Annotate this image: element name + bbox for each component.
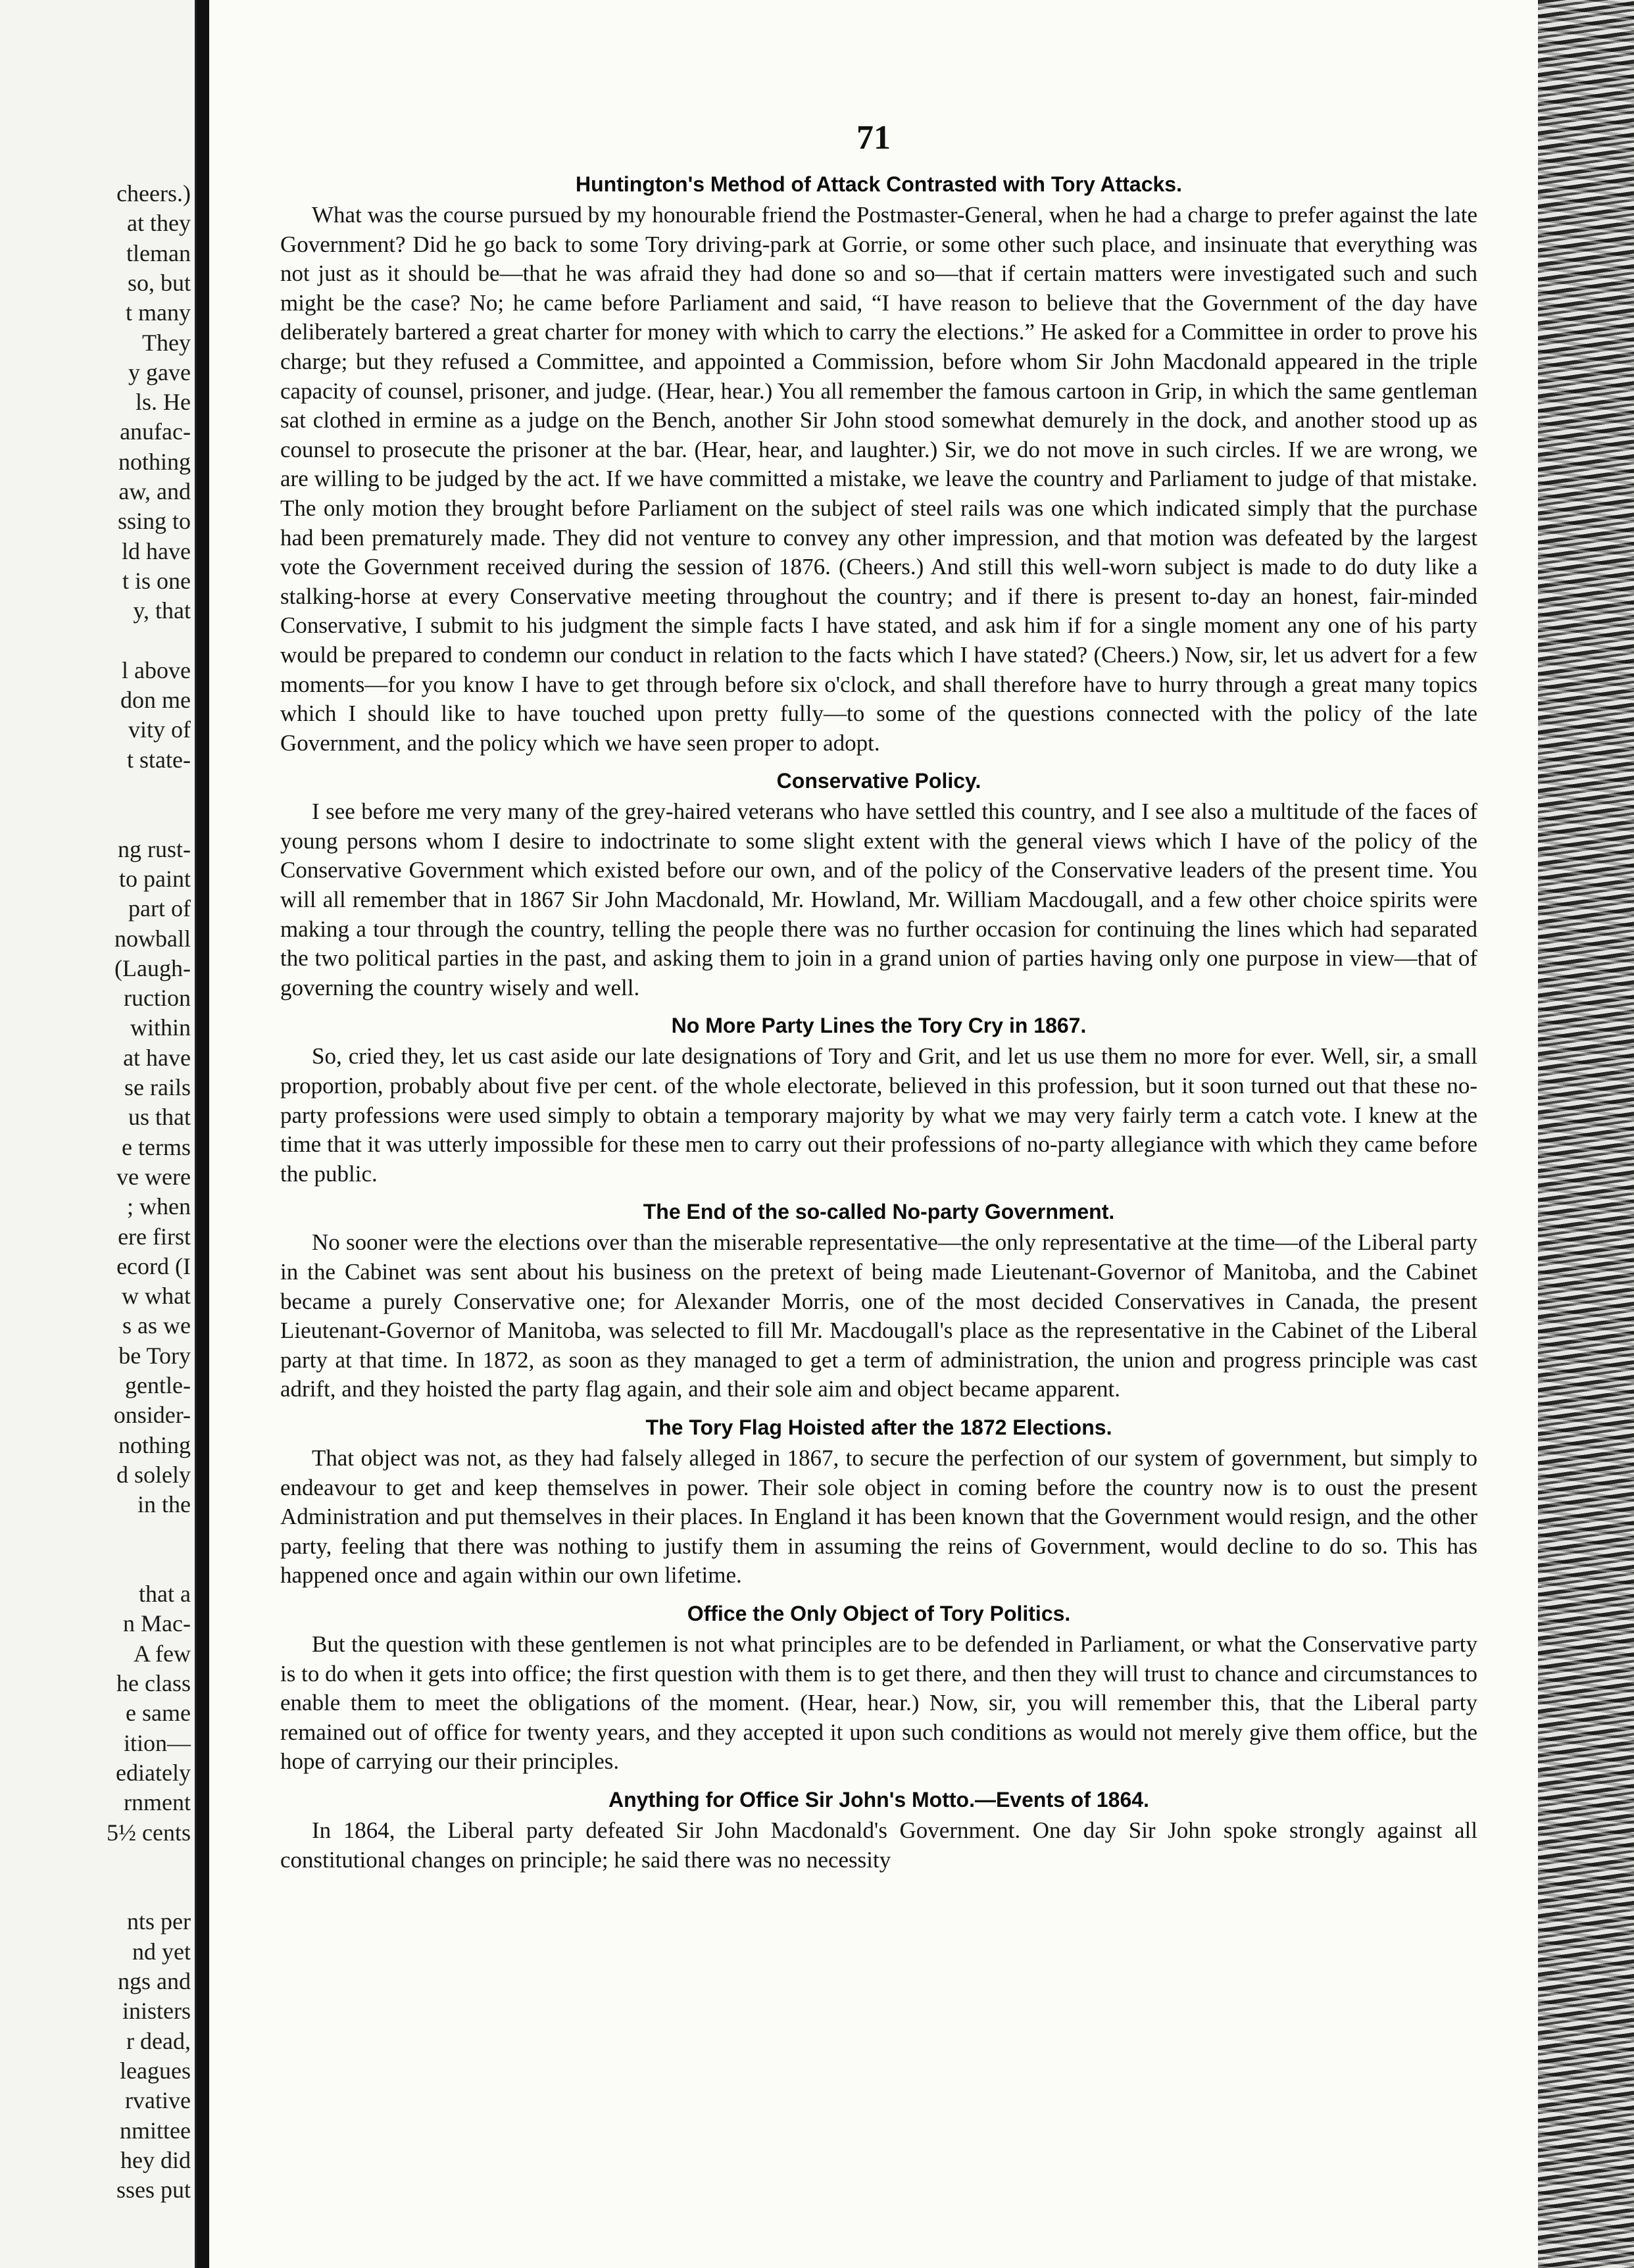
facing-page-line-fragment: nmittee (120, 2117, 191, 2144)
facing-page-line-fragment: vity of (128, 716, 191, 743)
facing-page-line-fragment: ; when (127, 1193, 191, 1220)
facing-page-line-fragment: nothing (118, 1431, 191, 1458)
facing-page-line-fragment: he class (116, 1670, 191, 1696)
facing-page-line-fragment: ng rust- (118, 835, 191, 862)
section-heading: No More Party Lines the Tory Cry in 1867. (671, 1014, 1087, 1038)
facing-page-line-fragment: ediately (116, 1759, 191, 1786)
facing-page-line-fragment: at have (123, 1044, 191, 1071)
facing-page-line-fragment: 5½ cents (107, 1819, 191, 1846)
facing-page-line-fragment: ition— (123, 1729, 191, 1756)
section-heading: Office the Only Object of Tory Politics. (687, 1601, 1071, 1625)
facing-page-line-fragment: anufac- (120, 418, 191, 445)
facing-page-fragment (0, 0, 197, 2268)
facing-page-line-fragment: us that (128, 1104, 191, 1131)
body-paragraph: That object was not, as they had falsely alleged in 1867, to secure the perfection of our system of government, but simply to endeavour to get and keep themselves in power. Their sole object in coming before the country now is to oust the present Administration and put themselves in their places. In England it has been known that the Government would resign, and the other party, feeling that there was nothing to justify them in assuming the reins of Government, would decline to do so. This has happened once and again within our own lifetime. (280, 1444, 1477, 1589)
facing-page-line-fragment: d solely (116, 1461, 191, 1488)
facing-page-line-fragment: ls. He (136, 389, 191, 416)
body-paragraph: So, cried they, let us cast aside our late designations of Tory and Grit, and let us use them no more for ever. Well, sir, a small proportion, probably about five per cent. of the whole electorate, believed in this profession, but it soon turned out that these no-party professions were used simply to obtain a temporary majority by what we may very fairly term a catch vote. I knew at the time that it was utterly impossible for these men to carry out their professions of no-party allegiance with which they came before the public. (280, 1043, 1477, 1187)
facing-page-line-fragment: leagues (120, 2057, 191, 2084)
facing-page-line-fragment: that a (139, 1581, 191, 1608)
body-paragraph: What was the course pursued by my honourable friend the Postmaster-General, when he had a charge to prefer against the late Government? Did he go back to some Tory driving-park at Gorrie, or some other such place, and insinuate that everything was not just as it should be—that he was afraid they had done so and so—that if certain matters were investigated such and such might be the case? No; he came before Parliament and said, “I have reason to believe that the Government of the day have deliberately bartered a great charter for money with which to carry the elections.” He asked for a Committee in order to prove his charge; but they refused a Committee, and appointed a Commission, before whom Sir John Macdonald appeared in the triple capacity of counsel, prisoner, and judge. (Hear, hear.) You all remember the famous cartoon in Grip, in which the same gentleman sat clothed in ermine as a judge on the Bench, another Sir John stood somewhat demurely in the dock, and another stood up as counsel to prosecute the prisoner at the bar. (Hear, hear, and laughter.) Sir, we do not move in such circles. If we are wrong, we are willing to be judged by the act. If we have committed a mistake, we leave the country and Parliament to judge of that mistake. The only motion they brought before Parliament on the subject of steel rails was one which indicated simply that the purchase had been prematurely made. They did not venture to convey any other impression, and that motion was defeated by the largest vote the Government received during the session of 1876. (Cheers.) And still this well-worn subject is made to do duty like a stalking-horse at every Conservative meeting throughout the country; and if there is present to-day an honest, fair-minded Conservative, I submit to his judgment the simple facts I have stated, and ask him if for a single moment any one of his party would be prepared to condemn our conduct in relation to the facts which I have stated? (Cheers.) Now, sir, let us advert for a few moments—for you know I have to get through before six o'clock, and shall therefore have to hurry through a great many topics which I should like to have touched upon pretty fully—to some of the questions connected with the policy of the late Government, and the policy which we have seen proper to adopt. (280, 202, 1477, 756)
page-number: 71 (856, 119, 891, 157)
main-page (209, 0, 1538, 2268)
facing-page-line-fragment: n Mac- (123, 1610, 191, 1637)
facing-page-line-fragment: t is one (122, 567, 191, 594)
facing-page-line-fragment: A few (134, 1640, 191, 1667)
facing-page-line-fragment: They (142, 329, 191, 356)
facing-page-line-fragment: nowball (114, 925, 191, 952)
facing-page-line-fragment: e same (126, 1700, 191, 1727)
facing-page-line-fragment: aw, and (118, 478, 191, 505)
facing-page-line-fragment: sses put (116, 2177, 191, 2204)
section-heading: Anything for Office Sir John's Motto.—Events of 1864. (608, 1787, 1149, 1812)
facing-page-line-fragment: (Laugh- (114, 954, 191, 981)
facing-page-line-fragment: tleman (126, 239, 191, 266)
facing-page-line-fragment: inisters (122, 1998, 191, 2025)
facing-page-line-fragment: part of (128, 895, 191, 922)
body-paragraph: No sooner were the elections over than the miserable representative—the only representative at the time—of the Liberal party in the Cabinet was sent about his business on the pretext of being made Lieutenant-Governor of Manitoba, and the Cabinet became a purely Conservative one; for Alexander Morris, one of the most decided Conservatives in Canada, the present Lieutenant-Governor of Manitoba, was selected to fill Mr. Macdougall's place as the representative in the Cabinet of the Liberal party at that time. In 1872, as soon as they managed to get a term of administration, the union and progress principle was cast adrift, and they hoisted the party flag again, and their sole aim and object became apparent. (280, 1229, 1477, 1402)
facing-page-line-fragment: be Tory (118, 1342, 191, 1369)
section-heading: Conservative Policy. (776, 769, 981, 793)
facing-page-line-fragment: nd yet (132, 1938, 191, 1965)
facing-page-line-fragment: rvative (125, 2087, 191, 2114)
facing-page-line-fragment: r dead, (126, 2027, 191, 2054)
facing-page-line-fragment: ecord (I (116, 1252, 191, 1279)
facing-page-line-fragment: don me (120, 687, 191, 714)
facing-page-line-fragment: ere first (118, 1223, 191, 1250)
facing-page-line-fragment: s as we (122, 1312, 191, 1339)
section-heading: The End of the so-called No-party Government. (643, 1200, 1115, 1224)
body-paragraph: In 1864, the Liberal party defeated Sir John Macdonald's Government. One day Sir John spoke strongly against all constitutional changes on principle; he said there was no necessity (280, 1817, 1477, 1873)
facing-page-line-fragment: y, that (133, 597, 191, 624)
facing-page-line-fragment: t state- (127, 746, 191, 773)
facing-page-line-fragment: gentle- (125, 1372, 191, 1398)
facing-page-line-fragment: within (130, 1014, 191, 1041)
facing-page-line-fragment: rnment (124, 1789, 191, 1816)
facing-page-line-fragment: ngs and (118, 1968, 191, 1994)
section-heading: Huntington's Method of Attack Contrasted with Tory Attacks. (576, 172, 1182, 196)
facing-page-line-fragment: ssing to (117, 508, 191, 535)
facing-page-line-fragment: l above (122, 656, 191, 683)
page-body (280, 168, 1477, 1875)
facing-page-line-fragment: ve were (116, 1163, 191, 1190)
facing-page-line-fragment: cheers.) (116, 180, 191, 207)
facing-page-line-fragment: in the (137, 1491, 191, 1518)
facing-page-line-fragment: se rails (124, 1074, 191, 1100)
facing-page-line-fragment: so, but (127, 269, 191, 296)
facing-page-line-fragment: hey did (120, 2146, 191, 2173)
facing-page-line-fragment: onsider- (113, 1402, 191, 1429)
facing-page-line-fragment: t many (126, 299, 191, 326)
facing-page-line-fragment: y gave (128, 358, 191, 385)
facing-page-line-fragment: ruction (124, 985, 191, 1012)
facing-page-line-fragment: ld have (122, 537, 191, 564)
facing-page-line-fragment: w what (122, 1283, 191, 1310)
body-paragraph: I see before me very many of the grey-haired veterans who have settled this country, and I see also a multitude of the faces of young persons whom I desire to indoctrinate to some slight extent with the general views which I have of the policy of the Conservative Government which existed before our own, and of the policy of the Conservative leaders of the present time. You will all remember that in 1867 Sir John Macdonald, Mr. Howland, Mr. William Macdougall, and a few other choice spirits were making a tour through the country, telling the people there was no further occasion for continuing the lines which had separated the two political parties in the past, and asking them to join in a grand union of parties having only one purpose in view—that of governing the country wisely and well. (280, 799, 1477, 1000)
facing-page-line-fragment: e terms (122, 1133, 191, 1160)
section-heading: The Tory Flag Hoisted after the 1872 Elections. (645, 1415, 1112, 1439)
body-paragraph: But the question with these gentlemen is not what principles are to be defended in Parliament, or what the Conservative party is to do when it gets into office; the first question with them is to get there, and then they will trust to chance and circumstances to enable them to meet the obligations of the moment. (Hear, hear.) Now, sir, you will remember this, that the Liberal party remained out of office for twenty years, and they accepted it upon such conditions as would not merely give them office, but the hope of carrying our their principles. (280, 1631, 1477, 1775)
facing-page-line-fragment: to paint (119, 865, 191, 892)
facing-page-line-fragment: at they (127, 210, 191, 237)
facing-page-line-fragment: nts per (127, 1908, 191, 1935)
facing-page-line-fragment: nothing (118, 448, 191, 475)
marbled-book-edge (1538, 0, 1634, 2268)
